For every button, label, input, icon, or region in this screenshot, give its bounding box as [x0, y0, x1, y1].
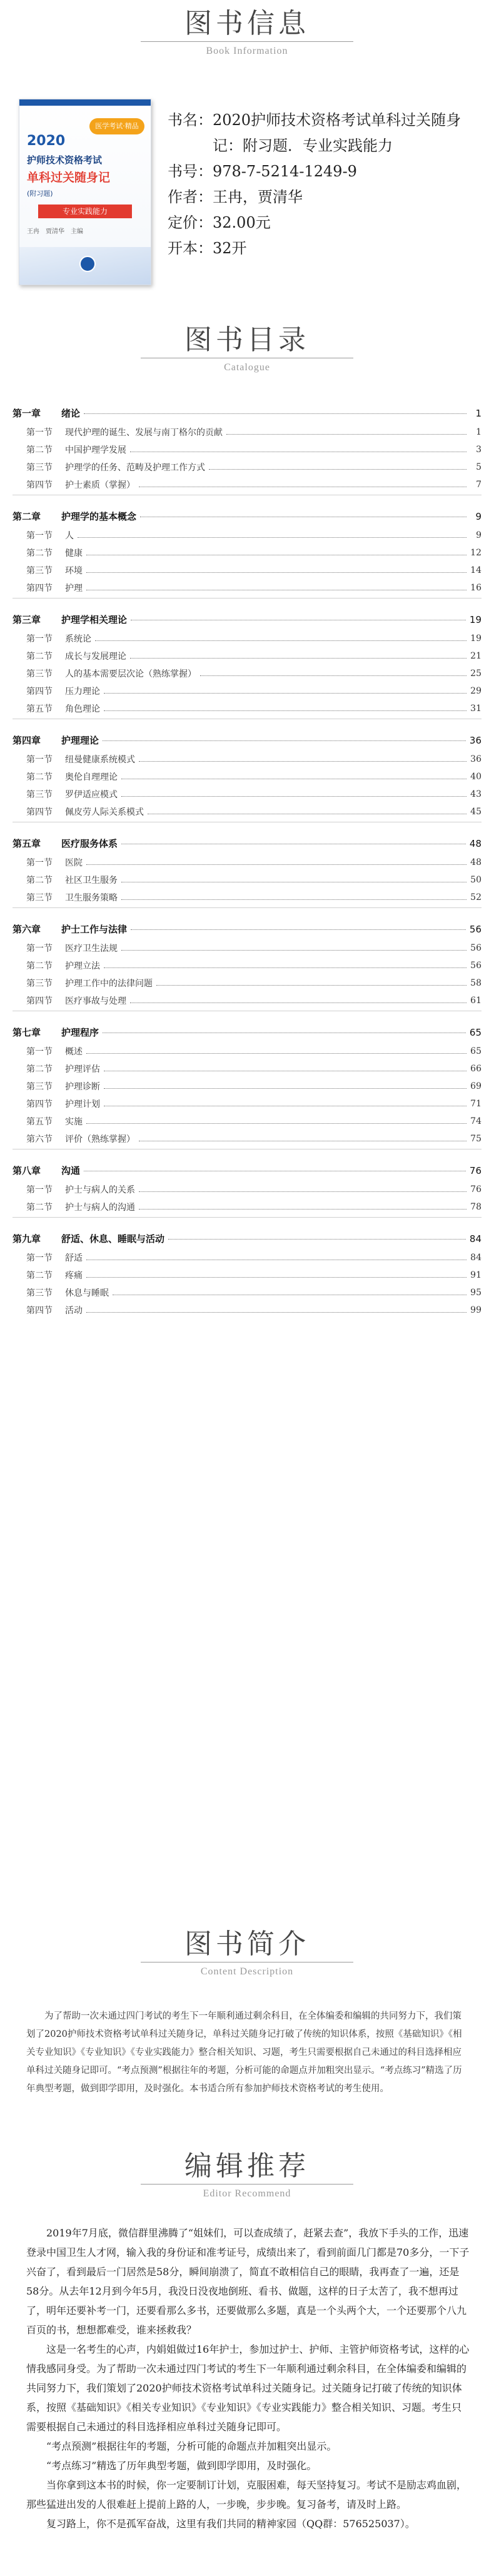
- dot-leader: [104, 710, 466, 711]
- toc-section: [13, 423, 481, 441]
- toc-section: [13, 1181, 481, 1198]
- cover-title-line2: [27, 168, 110, 185]
- cover-authors: 王冉 贾清华 主编: [27, 228, 83, 235]
- section-title: 护士与病人的沟通: [65, 1203, 135, 1213]
- dot-leader: [131, 929, 466, 930]
- section-number: 第四节: [26, 480, 53, 490]
- section-page: 29: [470, 686, 481, 696]
- section-page: 31: [470, 704, 481, 714]
- dot-leader: [121, 796, 466, 797]
- section-page: 45: [470, 807, 481, 817]
- section-title: 环境: [65, 566, 83, 576]
- section-number: 第一节: [26, 858, 53, 868]
- toc-chapter: [13, 1229, 481, 1249]
- section-title: 奥伦自理理论: [65, 772, 118, 782]
- section-title: 现代护理的诞生、发展与南丁格尔的贡献: [65, 428, 223, 438]
- section-title: 护理评估: [65, 1064, 100, 1074]
- dot-leader: [200, 675, 466, 676]
- toc-section: [13, 1078, 481, 1095]
- toc-section: [13, 1095, 481, 1113]
- toc-chapter: [13, 610, 481, 630]
- section-title: 护理计划: [65, 1099, 100, 1109]
- section-title: 卫生服务策略: [65, 893, 118, 903]
- cover-badge: 医学考试·精品: [89, 118, 144, 134]
- toc-section: [13, 992, 481, 1009]
- section-title: 护士与病人的关系: [65, 1185, 135, 1195]
- toc-chapter: [13, 730, 481, 750]
- toc-chapter: [13, 507, 481, 527]
- info-row: [168, 184, 480, 210]
- section-number: 第五节: [26, 704, 53, 714]
- chapter-page: 36: [469, 735, 481, 746]
- book-cover: [19, 99, 151, 285]
- section-number: 第一节: [26, 531, 53, 541]
- dot-leader: [139, 1191, 466, 1192]
- section-title: 佩皮劳人际关系模式: [65, 807, 144, 817]
- dot-leader: [209, 469, 466, 470]
- dot-leader: [156, 985, 466, 986]
- section-number: 第一节: [26, 428, 53, 438]
- toc-section: [13, 544, 481, 562]
- section-number: 第四节: [26, 687, 53, 697]
- section-page: 58: [470, 978, 481, 988]
- section-page: 95: [470, 1288, 481, 1298]
- section-title: 护理: [65, 583, 83, 593]
- toc-section: [13, 785, 481, 803]
- editor-subtitle: Editor Recommend: [203, 2188, 291, 2200]
- section-number: 第一节: [26, 1047, 53, 1057]
- chapter-number: 第六章: [13, 924, 41, 935]
- cover-title-main: 单科过关随身记: [27, 171, 111, 184]
- chapter-title: 舒适、休息、睡眠与活动: [61, 1233, 165, 1245]
- toc-section: [13, 854, 481, 871]
- section-page: 52: [470, 892, 481, 902]
- chapter-title: 护士工作与法律: [61, 924, 128, 935]
- chapter-title: 护理学相关理论: [61, 614, 128, 625]
- chapter-page: 1: [475, 408, 481, 419]
- section-page: 5: [476, 462, 481, 472]
- section-title: 评价（熟练掌握）: [65, 1134, 135, 1144]
- section-title: 实施: [65, 1117, 83, 1127]
- section-title: 护理立法: [65, 961, 100, 971]
- toc-chapter: [13, 1023, 481, 1043]
- section-title: 休息与睡眠: [65, 1288, 109, 1298]
- section-title: 护理工作中的法律问题: [65, 979, 153, 989]
- chapter-number: 第五章: [13, 838, 41, 849]
- section-number: 第二节: [26, 1271, 53, 1281]
- section-title: 纽曼健康系统模式: [65, 755, 135, 765]
- dot-leader: [84, 413, 466, 414]
- chapter-title: 护理理论: [61, 735, 99, 746]
- dot-leader: [121, 950, 466, 951]
- section-number: 第三节: [26, 669, 53, 679]
- toc-chapter: [13, 834, 481, 854]
- intro-text: [26, 2008, 470, 2098]
- toc-section: [13, 1060, 481, 1078]
- dot-leader: [86, 1277, 466, 1278]
- section-number: 第一节: [26, 755, 53, 765]
- catalogue-heading: [0, 325, 494, 373]
- section-page: 74: [470, 1116, 481, 1126]
- editor-title: 编辑推荐: [184, 2150, 310, 2182]
- dot-leader: [104, 693, 466, 694]
- section-title: 压力理论: [65, 687, 100, 697]
- section-title: 护士素质（掌握）: [65, 480, 135, 490]
- info-label: 作者：: [168, 188, 213, 206]
- section-title: 舒适: [65, 1253, 83, 1263]
- chapter-title: 医疗服务体系: [61, 838, 118, 849]
- section-number: 第四节: [26, 1306, 53, 1316]
- section-number: 第四节: [26, 807, 53, 817]
- editor-paragraph: 这是一名考生的心声，内娟姐做过16年护士，参加过护士、护师、主管护师资格考试，这样的心情我感同身受。为了帮助一次未通过四门考试的考生下一年顺利通过剩余科目，在全体编委和编辑的共同努力下，我们策划了2020护师技术资格考试单科过关随身记。过关随身记打破了传统的知识体系，按照《基础知识》《相关专业知识》《专业知识》《专业实践能力》整合相关知识、习题。考生只需要根据自己未通过的科目选择相应单科过关随身记即可。: [26, 2343, 470, 2433]
- section-title: 人: [65, 531, 74, 541]
- chapter-number: 第七章: [13, 1027, 41, 1038]
- dot-leader: [226, 434, 466, 435]
- section-number: 第六节: [26, 1134, 53, 1144]
- section-number: 第五节: [26, 1117, 53, 1127]
- section-page: 84: [470, 1253, 481, 1263]
- info-label: 开本：: [168, 240, 213, 257]
- intro-heading: [0, 1929, 494, 1977]
- info-value: 978-7-5214-1249-9: [213, 163, 357, 180]
- book-info-title: 图书信息: [184, 8, 310, 39]
- chapter-title: 护理学的基本概念: [61, 511, 137, 522]
- heading-rule: [141, 41, 353, 42]
- section-number: 第三节: [26, 1288, 53, 1298]
- dot-leader: [168, 1239, 466, 1240]
- section-title: 医疗事故与处理: [65, 996, 126, 1006]
- dot-leader: [86, 1312, 466, 1313]
- dot-leader: [121, 899, 466, 900]
- chapter-page: 76: [469, 1165, 481, 1176]
- intro-subtitle: Content Description: [200, 1966, 294, 1977]
- toc-section: [13, 562, 481, 579]
- toc-section: [13, 939, 481, 957]
- section-number: 第三节: [26, 893, 53, 903]
- section-number: 第二节: [26, 548, 53, 558]
- toc-section: [13, 974, 481, 992]
- heading-rule: [141, 2184, 353, 2185]
- section-page: 61: [470, 996, 481, 1006]
- toc-section: [13, 647, 481, 665]
- chapter-number: 第八章: [13, 1165, 41, 1176]
- section-title: 人的基本需要层次论（熟练掌握）: [65, 669, 196, 679]
- section-title: 社区卫生服务: [65, 876, 118, 886]
- section-page: 99: [470, 1305, 481, 1315]
- chapter-number: 第一章: [13, 408, 41, 419]
- section-page: 36: [470, 754, 481, 764]
- section-page: 16: [470, 583, 481, 593]
- info-label: 书号：: [168, 163, 213, 180]
- dot-leader: [130, 658, 466, 659]
- section-number: 第一节: [26, 944, 53, 954]
- section-page: 48: [470, 857, 481, 867]
- section-title: 罗伊适应模式: [65, 790, 118, 800]
- chapter-page: 19: [469, 614, 481, 625]
- chapter-page: 56: [469, 924, 481, 935]
- dot-leader: [78, 537, 466, 538]
- catalogue-subtitle: Catalogue: [224, 362, 270, 373]
- section-number: 第三节: [26, 790, 53, 800]
- chapter-title: 绪论: [61, 408, 81, 419]
- editor-paragraph: 复习路上，你不是孤军奋战，这里有我们共同的精神家园（QQ群：576525037）。: [46, 2518, 415, 2530]
- section-page: 91: [470, 1270, 481, 1280]
- section-number: 第四节: [26, 996, 53, 1006]
- section-number: 第一节: [26, 1253, 53, 1263]
- section-page: 1: [476, 427, 481, 437]
- chapter-title: 沟通: [61, 1165, 81, 1176]
- cover-ribbon: 专业实践能力: [38, 205, 132, 218]
- info-label: 书名：: [168, 111, 213, 129]
- chapter-title: 护理程序: [61, 1027, 99, 1038]
- dot-leader: [86, 1123, 466, 1124]
- section-title: 医院: [65, 858, 83, 868]
- section-title: 护理学的任务、范畴及护理工作方式: [65, 463, 205, 473]
- dot-leader: [139, 761, 466, 762]
- section-title: 健康: [65, 548, 83, 558]
- toc-section: [13, 768, 481, 785]
- table-of-contents: [13, 403, 481, 1319]
- section-page: 9: [476, 530, 481, 540]
- chapter-page: 9: [475, 511, 481, 522]
- section-title: 角色理论: [65, 704, 100, 714]
- toc-section: [13, 1249, 481, 1266]
- chapter-number: 第三章: [13, 614, 41, 625]
- info-label: 定价：: [168, 214, 213, 231]
- publisher-logo-icon: [79, 256, 96, 272]
- info-row: [168, 108, 480, 159]
- info-row: [168, 159, 480, 184]
- chapter-divider: [13, 598, 481, 610]
- section-page: 12: [470, 548, 481, 558]
- dot-leader: [103, 740, 466, 741]
- chapter-divider: [13, 1011, 481, 1023]
- section-page: 75: [470, 1134, 481, 1144]
- section-number: 第一节: [26, 634, 53, 644]
- info-value: 王冉，贾清华: [213, 188, 303, 206]
- toc-section: [13, 1284, 481, 1301]
- editor-text: [26, 2223, 470, 2533]
- chapter-divider: [13, 1217, 481, 1229]
- info-value: 32.00元: [213, 214, 271, 231]
- section-title: 中国护理学发展: [65, 445, 126, 455]
- section-number: 第三节: [26, 979, 53, 989]
- editor-paragraph: 2019年7月底，微信群里沸腾了“姐妹们，可以查成绩了，赶紧去查”，我放下手头的工作，迅速登录中国卫生人才网，输入我的身份证和准考证号，成绩出来了，看到前面几门都是70多分，一下子兴奋了，看到最后一门居然是58分，瞬间崩溃了，简直不敢相信自己的眼睛，我再查了一遍，还是58分。从去年12月到今年5月，我没日没夜地倒班、看书、做题，这样的日子太苦了，我不想再过了，明年还要补考一门，还要看那么多书，还要做那么多题，真是一个头两个大，一个还要那个八九百页的书，想想都难受，谁来拯救我？: [26, 2227, 470, 2336]
- section-number: 第四节: [26, 1099, 53, 1109]
- section-page: 43: [470, 789, 481, 799]
- section-page: 71: [470, 1099, 481, 1109]
- section-page: 3: [476, 445, 481, 455]
- catalogue-title: 图书目录: [184, 324, 310, 356]
- chapter-page: 48: [469, 838, 481, 849]
- intro-paragraph: 为了帮助一次未通过四门考试的考生下一年顺利通过剩余科目，在全体编委和编辑的共同努力下，我们策划了2020护师技术资格考试单科过关随身记，单科过关随身记打破了传统的知识体系，按照《基础知识》《相关专业知识》《专业知识》《专业实践能力》整合相关知识、习题，考生只需要根据自己未通过的科目选择相应单科过关随身记即可。“考点预测”根据往年的考题，分析可能的命题点并加粗突出显示。“考点练习”精选了历年典型考题，做到即学即用，及时强化。本书适合所有参加护师技术资格考试的考生使用。: [26, 2011, 462, 2094]
- editor-paragraph: 当你拿到这本书的时候，你一定要制订计划，克服困难，每天坚持复习。考试不是励志鸡血剧，那些猛进出发的人很难赶上提前上路的人，一步晚，步步晚。复习备考，请及时上路。: [26, 2479, 467, 2510]
- toc-section: [13, 1266, 481, 1284]
- chapter-number: 第二章: [13, 511, 41, 522]
- toc-section: [13, 803, 481, 821]
- book-info-list: [168, 108, 480, 261]
- toc-section: [13, 889, 481, 906]
- section-title: 系统论: [65, 634, 91, 644]
- toc-section: [13, 458, 481, 476]
- toc-section: [13, 957, 481, 974]
- chapter-page: 84: [469, 1233, 481, 1245]
- section-page: 66: [470, 1064, 481, 1074]
- toc-section: [13, 750, 481, 768]
- cover-title-tag: (附习题): [27, 189, 53, 198]
- section-page: 56: [470, 961, 481, 971]
- toc-chapter: [13, 403, 481, 423]
- section-number: 第二节: [26, 876, 53, 886]
- section-page: 56: [470, 943, 481, 953]
- section-page: 19: [470, 634, 481, 644]
- toc-section: [13, 1043, 481, 1060]
- chapter-number: 第九章: [13, 1233, 41, 1245]
- section-number: 第二节: [26, 1203, 53, 1213]
- toc-section: [13, 441, 481, 458]
- section-page: 69: [470, 1081, 481, 1091]
- intro-title: 图书简介: [184, 1928, 310, 1960]
- section-number: 第二节: [26, 445, 53, 455]
- book-info-subtitle: Book Information: [206, 46, 288, 57]
- section-number: 第二节: [26, 772, 53, 782]
- section-title: 概述: [65, 1047, 83, 1057]
- chapter-divider: [13, 1149, 481, 1161]
- chapter-page: 65: [469, 1027, 481, 1038]
- section-number: 第四节: [26, 583, 53, 593]
- info-row: [168, 210, 480, 236]
- toc-section: [13, 682, 481, 700]
- toc-section: [13, 1113, 481, 1130]
- toc-section: [13, 476, 481, 493]
- section-page: 50: [470, 875, 481, 885]
- section-number: 第一节: [26, 1185, 53, 1195]
- dot-leader: [95, 640, 466, 641]
- section-title: 活动: [65, 1306, 83, 1316]
- dot-leader: [104, 967, 466, 968]
- cover-year: 2020: [27, 133, 66, 149]
- info-value: 2020护师技术资格考试单科过关随身记：附习题．专业实践能力: [213, 111, 461, 154]
- dot-leader: [104, 1088, 466, 1089]
- info-value: 32开: [213, 240, 247, 257]
- toc-section: [13, 871, 481, 889]
- section-title: 护理诊断: [65, 1082, 100, 1092]
- chapter-number: 第四章: [13, 735, 41, 746]
- cover-stripe: [19, 99, 151, 106]
- toc-chapter: [13, 919, 481, 939]
- section-page: 7: [476, 480, 481, 490]
- section-page: 40: [470, 772, 481, 782]
- section-page: 21: [470, 651, 481, 661]
- dot-leader: [86, 864, 466, 865]
- toc-section: [13, 527, 481, 544]
- section-number: 第三节: [26, 1082, 53, 1092]
- section-title: 成长与发展理论: [65, 652, 126, 662]
- chapter-divider: [13, 822, 481, 834]
- toc-section: [13, 1130, 481, 1148]
- dot-leader: [139, 1209, 466, 1210]
- editor-heading: [0, 2151, 494, 2200]
- toc-section: [13, 1198, 481, 1216]
- chapter-divider: [13, 907, 481, 919]
- section-page: 14: [470, 565, 481, 575]
- section-number: 第二节: [26, 652, 53, 662]
- editor-paragraph: “考点预测”根据往年的考题，分析可能的命题点并加粗突出显示。: [46, 2440, 337, 2452]
- section-number: 第二节: [26, 961, 53, 971]
- section-page: 25: [470, 669, 481, 679]
- section-page: 76: [470, 1184, 481, 1195]
- section-title: 医疗卫生法规: [65, 944, 118, 954]
- toc-section: [13, 700, 481, 717]
- cover-title-line1: 护师技术资格考试: [27, 154, 103, 166]
- chapter-divider: [13, 719, 481, 730]
- info-row: [168, 236, 480, 261]
- section-number: 第三节: [26, 566, 53, 576]
- editor-paragraph: “考点练习”精选了历年典型考题，做到即学即用，及时强化。: [46, 2460, 317, 2472]
- chapter-divider: [13, 495, 481, 507]
- section-title: 疼痛: [65, 1271, 83, 1281]
- dot-leader: [86, 572, 466, 573]
- toc-section: [13, 1301, 481, 1319]
- toc-section: [13, 579, 481, 597]
- section-number: 第二节: [26, 1064, 53, 1074]
- section-page: 78: [470, 1202, 481, 1212]
- toc-section: [13, 665, 481, 682]
- toc-section: [13, 630, 481, 647]
- dot-leader: [86, 1053, 466, 1054]
- toc-chapter: [13, 1161, 481, 1181]
- section-page: 65: [470, 1046, 481, 1056]
- book-info-heading: [0, 9, 494, 57]
- section-number: 第三节: [26, 463, 53, 473]
